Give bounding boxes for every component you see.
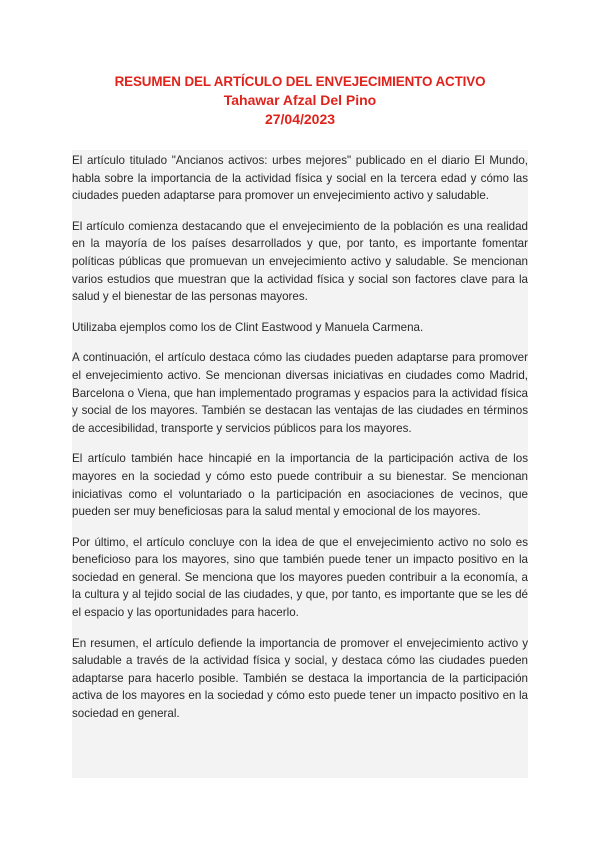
document-header bbox=[0, 72, 600, 129]
document-body bbox=[72, 152, 528, 736]
paragraph-cities: A continuación, el artículo destaca cómo las ciudades pueden adaptarse para promover el envejecimiento activo. Se mencionan diversas iniciativas en ciudades como Madrid, Barcelona o Viena, que han implementado programas y espacios para la actividad física y social de los mayores. También se destacan las ventajas de las ciudades en términos de accesibilidad, transporte y servicios públicos para los mayores. bbox=[72, 351, 528, 435]
paragraph-intro: El artículo titulado "Ancianos activos: urbes mejores" publicado en el diario El Mundo, habla sobre la importancia de la actividad física y social en la tercera edad y cómo las ciudades pueden adaptarse para promover un envejecimiento activo y saludable. bbox=[72, 154, 528, 203]
paragraph-conclusion: Por último, el artículo concluye con la idea de que el envejecimiento activo no solo es beneficioso para los mayores, sino que también puede tener un impacto positivo en la sociedad en general. Se menciona que los mayores pueden contribuir a la economía, a la cultura y al tejido social de las ciudades, y que, por tanto, es importante que se les dé el espacio y las oportunidades para hacerlo. bbox=[72, 535, 528, 620]
document-date: 27/04/2023 bbox=[264, 111, 336, 127]
document-title: RESUMEN DEL ARTÍCULO DEL ENVEJECIMIENTO ACTIVO bbox=[114, 74, 486, 89]
paragraph-participation: El artículo también hace hincapié en la importancia de la participación activa de los mayores en la sociedad y cómo esto puede contribuir a su bienestar. Se mencionan iniciativas como el voluntariado o la participación en asociaciones de vecinos, que pueden ser muy beneficiosas para la salud mental y emocional de los mayores. bbox=[72, 452, 528, 519]
document-author: Tahawar Afzal Del Pino bbox=[223, 92, 377, 108]
paragraph-beginning: El artículo comienza destacando que el envejecimiento de la población es una realidad en la mayoría de los países desarrollados y que, por tanto, es importante fomentar políticas públicas que promuevan un envejecimiento activo y saludable. Se mencionan varios estudios que muestran que la actividad física y social son factores clave para la salud y el bienestar de las personas mayores. bbox=[72, 219, 528, 304]
paragraph-summary: En resumen, el artículo defiende la importancia de promover el envejecimiento activo y saludable a través de la actividad física y social, y destaca cómo las ciudades pueden adaptarse para hacerlo posible. También se destaca la importancia de la participación activa de los mayores en la sociedad y cómo esto puede tener un impacto positivo en la sociedad en general. bbox=[72, 636, 528, 721]
paragraph-examples: Utilizaba ejemplos como los de Clint Eastwood y Manuela Carmena. bbox=[72, 320, 424, 334]
